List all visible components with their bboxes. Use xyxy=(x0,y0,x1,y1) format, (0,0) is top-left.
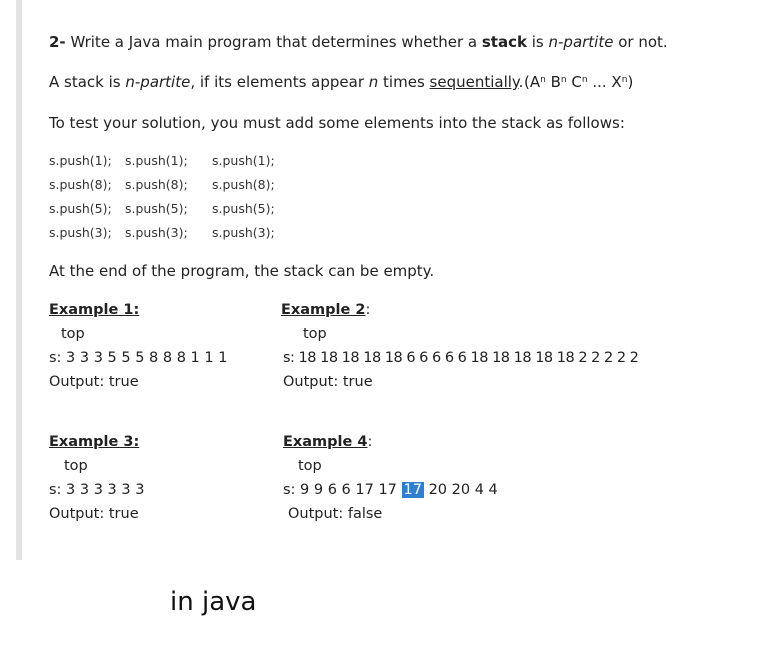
example-title: Example 1: xyxy=(49,302,140,318)
code-column-2 xyxy=(125,153,188,241)
code-line: s.push(5); xyxy=(212,201,275,216)
code-line: s.push(1); xyxy=(125,153,188,168)
code-line: s.push(8); xyxy=(125,177,188,192)
code-line: s.push(5); xyxy=(125,201,188,216)
example-3 xyxy=(49,433,144,523)
code-column-3 xyxy=(212,153,275,241)
code-line: s.push(8); xyxy=(49,177,112,192)
test-instruction: To test your solution, you must add some elements into the stack as follows: xyxy=(49,114,625,132)
example-title: Example 4 xyxy=(283,434,368,450)
top-label: top xyxy=(298,458,322,474)
definition-line: A stack is n-partite, if its elements appear n times sequentially. xyxy=(49,73,524,91)
top-label: top xyxy=(64,458,88,474)
example-2: Example 2: top s: 18 18 18 18 18 6 6 6 6 6 18 18 18 18 18 2 2 2 2 2 Output: true xyxy=(281,302,639,390)
example-1 xyxy=(49,301,227,391)
example-4: Example 4: top s: 9 9 6 6 17 17 17 20 20 4 4 Output: false xyxy=(283,434,498,522)
question-number: 2- xyxy=(49,33,66,51)
code-column-1 xyxy=(49,153,112,241)
code-line: s.push(5); xyxy=(49,201,112,216)
top-label: top xyxy=(61,326,85,342)
example-output: Output: true xyxy=(49,374,139,390)
code-line: s.push(8); xyxy=(212,177,275,192)
question-title: 2- Write a Java main program that determines whether a stack is n-partite or not. xyxy=(49,33,668,51)
top-label: top xyxy=(303,326,327,342)
example-output: Output: false xyxy=(288,506,383,522)
question-panel xyxy=(22,0,760,560)
stack-contents: s: 3 3 3 5 5 5 8 8 8 1 1 1 xyxy=(49,350,228,366)
stack-contents: s: 9 9 6 6 17 17 17 20 20 4 4 xyxy=(283,482,498,498)
example-title: Example 2 xyxy=(281,302,366,318)
code-line: s.push(1); xyxy=(212,153,275,168)
code-line: s.push(3); xyxy=(125,225,188,240)
code-line: s.push(3); xyxy=(212,225,275,240)
highlighted-selection: 17 xyxy=(403,482,422,498)
example-output: Output: true xyxy=(49,506,139,522)
code-line: s.push(3); xyxy=(49,225,112,240)
example-title: Example 3: xyxy=(49,434,140,450)
code-line: s.push(1); xyxy=(49,153,112,168)
stack-contents: s: 18 18 18 18 18 6 6 6 6 6 18 18 18 18 18 2 2 2 2 2 xyxy=(283,350,639,366)
example-output: Output: true xyxy=(283,374,373,390)
stack-contents: s: 3 3 3 3 3 3 xyxy=(49,482,145,498)
end-note: At the end of the program, the stack can be empty. xyxy=(49,262,435,280)
formula: ($A^n$ $B^n$ $C^n$ ... $X^n$) xyxy=(524,73,634,91)
footer-note: in java xyxy=(170,587,257,617)
